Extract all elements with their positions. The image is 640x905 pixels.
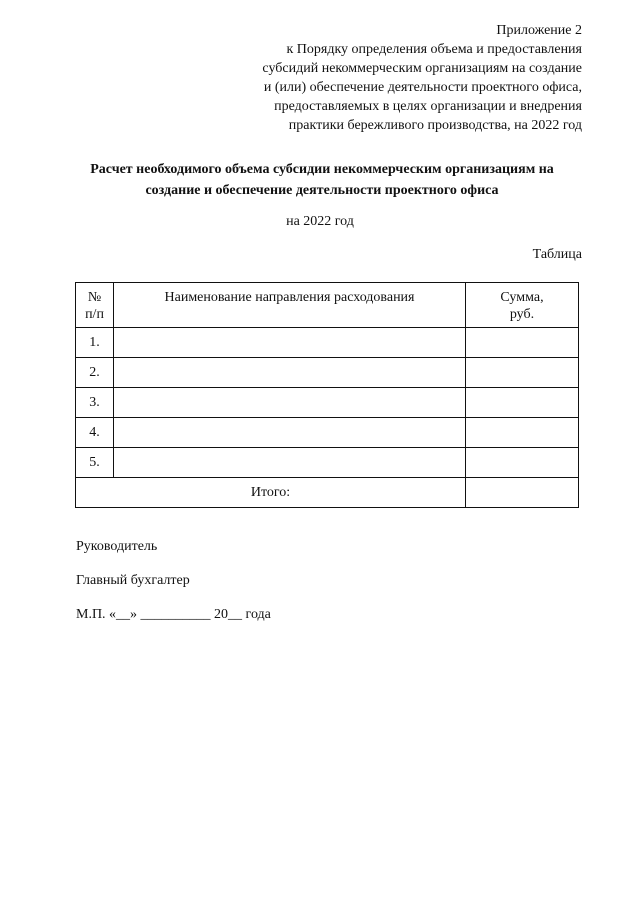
appendix-line: практики бережливого производства, на 2022 год <box>288 118 582 133</box>
appendix-line: к Порядку определения объема и предоставления <box>286 42 582 57</box>
row-sum[interactable] <box>466 388 579 418</box>
row-number: 2. <box>76 358 114 388</box>
total-row <box>76 478 579 508</box>
table-row <box>76 358 579 388</box>
row-sum[interactable] <box>466 448 579 478</box>
stamp-date-line: М.П. «__» __________ 20__ года <box>76 607 271 622</box>
total-value[interactable] <box>466 478 579 508</box>
row-expense-name[interactable] <box>114 418 466 448</box>
header-sum-line2: руб. <box>509 307 535 322</box>
row-sum[interactable] <box>466 358 579 388</box>
row-expense-name[interactable] <box>114 388 466 418</box>
row-expense-name[interactable] <box>114 358 466 388</box>
header-expense-name: Наименование направления расходования <box>114 283 466 328</box>
header-sum-line1: Сумма, <box>500 290 544 305</box>
row-expense-name[interactable] <box>114 328 466 358</box>
table-label: Таблица <box>532 247 582 262</box>
row-number: 5. <box>76 448 114 478</box>
appendix-header <box>182 21 582 135</box>
total-label: Итого: <box>76 478 466 508</box>
header-number <box>76 283 114 328</box>
title-line-1: Расчет необходимого объема субсидии некоммерческим организациям на <box>90 162 554 177</box>
header-number-line1: № <box>87 290 102 305</box>
subsidy-table <box>75 282 579 508</box>
table-row <box>76 328 579 358</box>
row-number: 4. <box>76 418 114 448</box>
header-sum <box>466 283 579 328</box>
appendix-line: предоставляемых в целях организации и внедрения <box>274 99 582 114</box>
year-line: на 2022 год <box>286 214 354 229</box>
title-line-2: создание и обеспечение деятельности проектного офиса <box>145 183 499 198</box>
table-row <box>76 388 579 418</box>
table-header-row <box>76 283 579 328</box>
row-number: 1. <box>76 328 114 358</box>
table-row <box>76 418 579 448</box>
row-number: 3. <box>76 388 114 418</box>
row-expense-name[interactable] <box>114 448 466 478</box>
signature-head: Руководитель <box>76 539 158 554</box>
row-sum[interactable] <box>466 328 579 358</box>
signature-accountant: Главный бухгалтер <box>76 573 190 588</box>
table-row <box>76 448 579 478</box>
appendix-line: и (или) обеспечение деятельности проектного офиса, <box>263 80 582 95</box>
row-sum[interactable] <box>466 418 579 448</box>
header-number-line2: п/п <box>85 307 104 322</box>
document-title <box>48 159 596 201</box>
appendix-line: субсидий некоммерческим организациям на создание <box>262 61 582 76</box>
appendix-line: Приложение 2 <box>496 23 582 38</box>
